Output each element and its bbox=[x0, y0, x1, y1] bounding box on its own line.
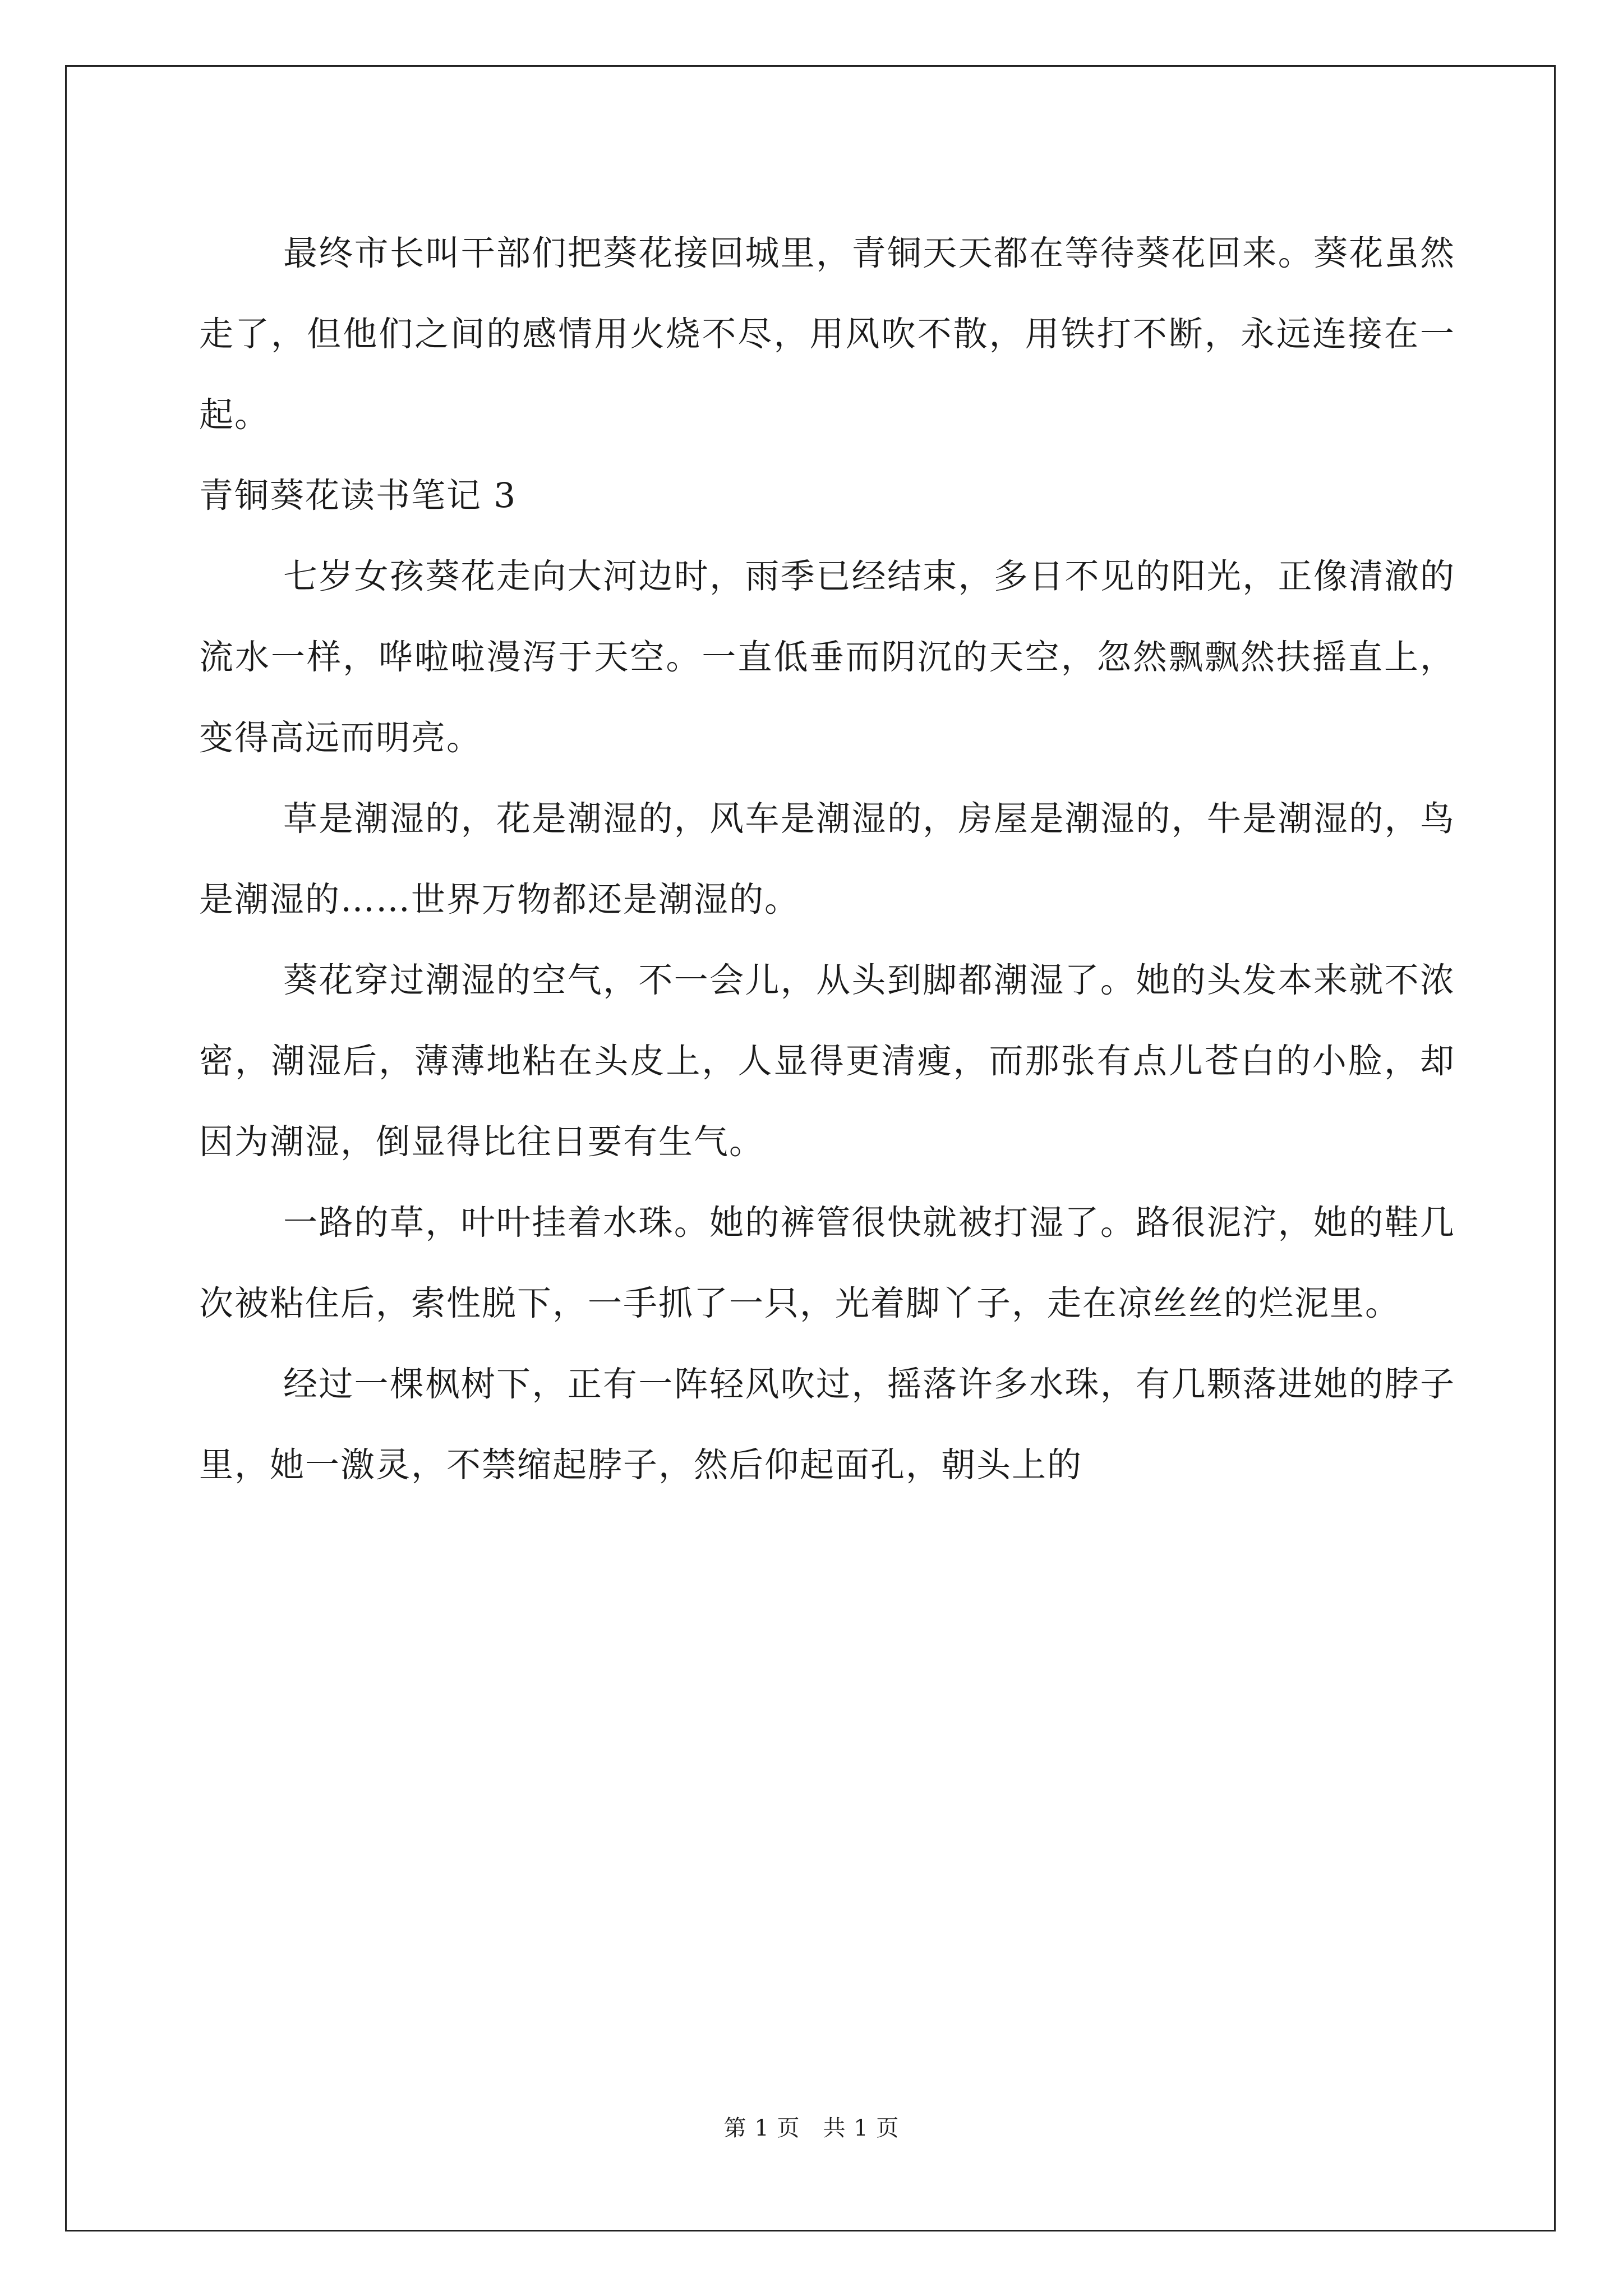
paragraph: 最终市长叫干部们把葵花接回城里，青铜天天都在等待葵花回来。葵花虽然走了，但他们之间的感情用火烧不尽，用风吹不散，用铁打不断，永远连接在一起。 bbox=[199, 233, 1455, 435]
paragraph: 七岁女孩葵花走向大河边时，雨季已经结束，多日不见的阳光，正像清澈的流水一样，哗啦啦漫泻于天空。一直低垂而阴沉的天空，忽然飘飘然扶摇直上，变得高远而明亮。 bbox=[199, 556, 1455, 758]
document-body bbox=[199, 213, 1455, 1506]
paragraph: 一路的草，叶叶挂着水珠。她的裤管很快就被打湿了。路很泥泞，她的鞋几次被粘住后，索性脱下，一手抓了一只，光着脚丫子，走在凉丝丝的烂泥里。 bbox=[199, 1203, 1455, 1323]
page-number: 第 1 页 共 1 页 bbox=[723, 2115, 900, 2141]
section-heading: 青铜葵花读书笔记 3 bbox=[199, 476, 517, 516]
paragraph: 葵花穿过潮湿的空气，不一会儿，从头到脚都潮湿了。她的头发本来就不浓密，潮湿后，薄薄地粘在头皮上，人显得更清瘦，而那张有点儿苍白的小脸，却因为潮湿，倒显得比往日要有生气。 bbox=[199, 960, 1455, 1162]
paragraph: 经过一棵枫树下，正有一阵轻风吹过，摇落许多水珠，有几颗落进她的脖子里，她一激灵，不禁缩起脖子，然后仰起面孔，朝头上的 bbox=[199, 1364, 1455, 1485]
paragraph: 草是潮湿的，花是潮湿的，风车是潮湿的，房屋是潮湿的，牛是潮湿的，鸟是潮湿的……世界万物都还是潮湿的。 bbox=[199, 799, 1455, 919]
